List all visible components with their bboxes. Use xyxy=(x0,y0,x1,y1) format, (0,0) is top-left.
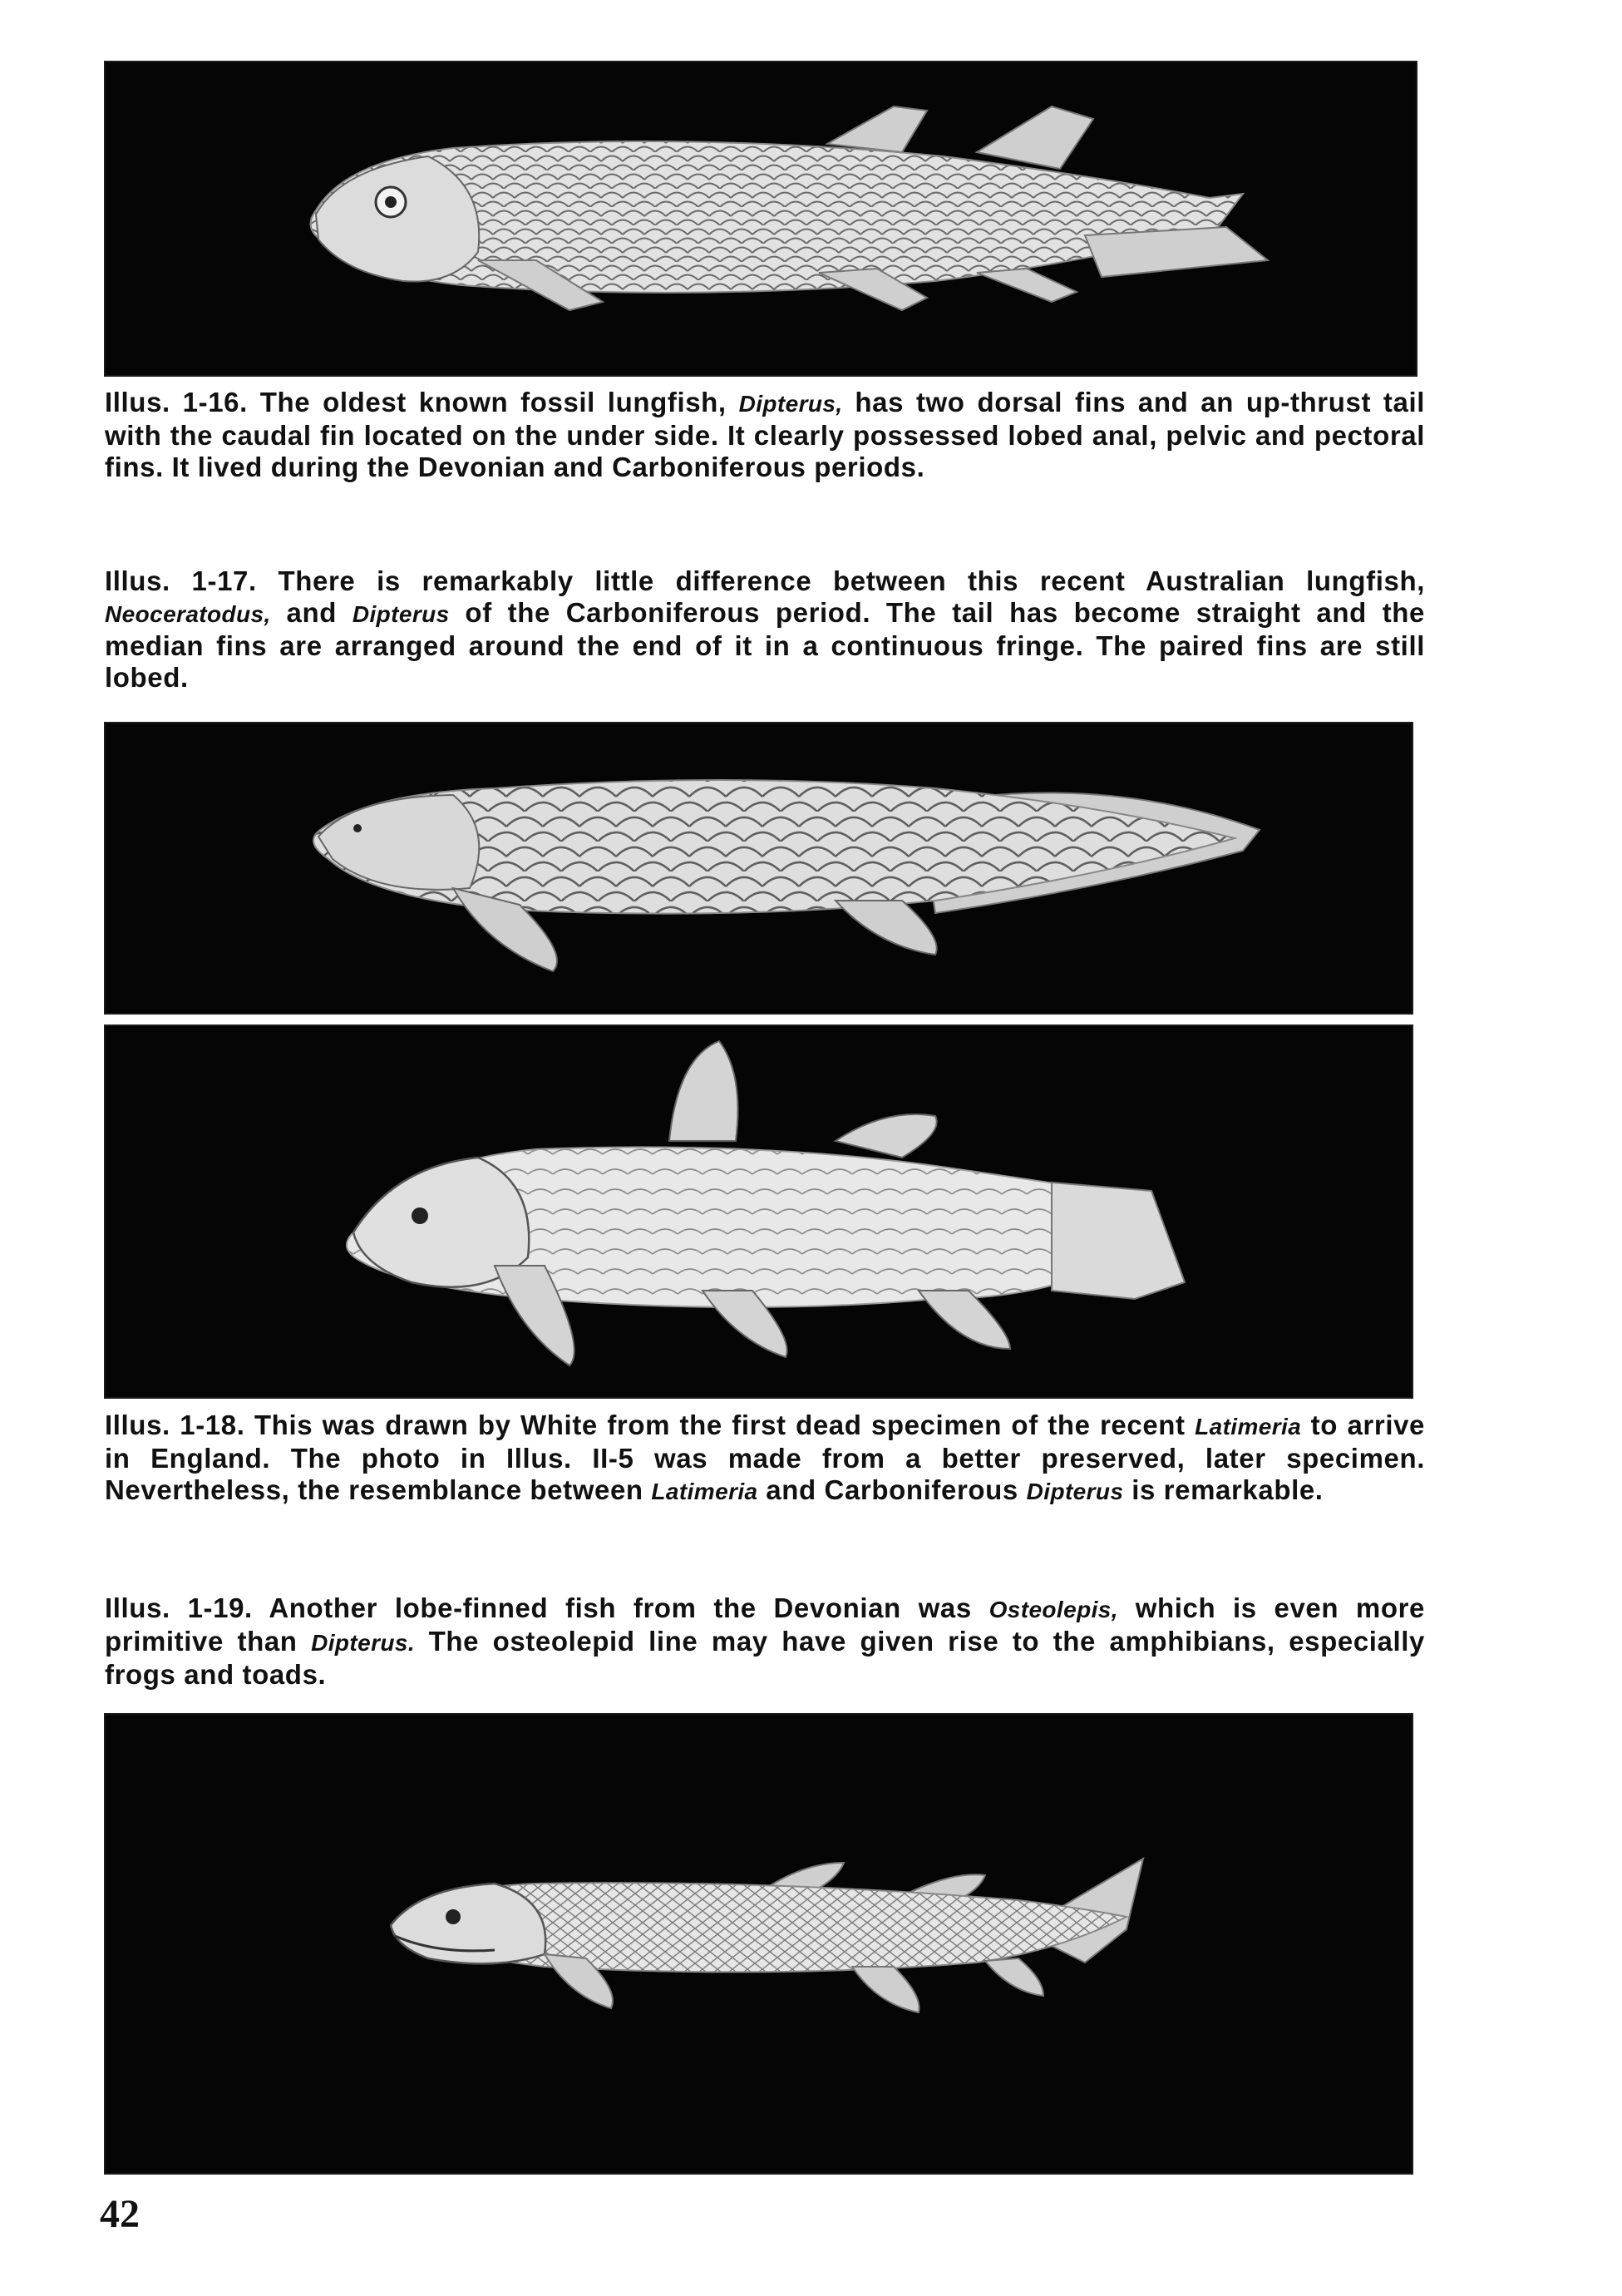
taxon-name: Latimeria xyxy=(651,1479,758,1504)
taxon-name: Neoceratodus, xyxy=(105,601,271,627)
caption-illus-1-17: Illus. 1-17. There is remarkably little difference between this recent Australian lungfish, Neoceratodus, and Dipterus of the Carboniferous period. The tail has become straight and the median fins are arranged around the end of it in a continuous fringe. The paired fins are still lobed. xyxy=(105,565,1425,693)
caption-label: Illus. 1-18. xyxy=(105,1410,245,1440)
taxon-name: Dipterus, xyxy=(738,391,843,417)
illustration-latimeria xyxy=(104,1025,1413,1399)
illustration-osteolepis xyxy=(104,1713,1413,2175)
caption-illus-1-16: Illus. 1-16. The oldest known fossil lungfish, Dipterus, has two dorsal fins and an up-thrust tail with the caudal fin located on the under side. It clearly possessed lobed anal, pelvic and pectoral fins. It lived during the Devonian and Carboniferous periods. xyxy=(105,387,1425,482)
taxon-name: Osteolepis, xyxy=(988,1597,1118,1622)
illustration-neoceratodus xyxy=(104,722,1413,1015)
taxon-name: Dipterus xyxy=(1026,1479,1124,1504)
caption-label: Illus. 1-19. xyxy=(105,1592,253,1623)
taxon-name: Dipterus. xyxy=(311,1630,416,1656)
illustration-dipterus xyxy=(104,61,1417,377)
page-number: 42 xyxy=(100,2192,140,2236)
taxon-name: Latimeria xyxy=(1195,1414,1302,1439)
taxon-name: Dipterus xyxy=(352,601,450,627)
caption-label: Illus. 1-16. xyxy=(105,387,248,417)
caption-illus-1-18: Illus. 1-18. This was drawn by White from the first dead specimen of the recent Latimeria to arrive in England. The photo in Illus. II-5 was made from a better preserved, later specimen. Nevertheless, the resemblance between Latimeria and Carboniferous Dipterus is remarkable. xyxy=(105,1410,1425,1505)
caption-label: Illus. 1-17. xyxy=(105,565,257,596)
caption-illus-1-19: Illus. 1-19. Another lobe-finned fish from the Devonian was Osteolepis, which is even more primitive than Dipterus. The osteolepid line may have given rise to the amphibians, especially frogs and toads. xyxy=(105,1592,1425,1690)
